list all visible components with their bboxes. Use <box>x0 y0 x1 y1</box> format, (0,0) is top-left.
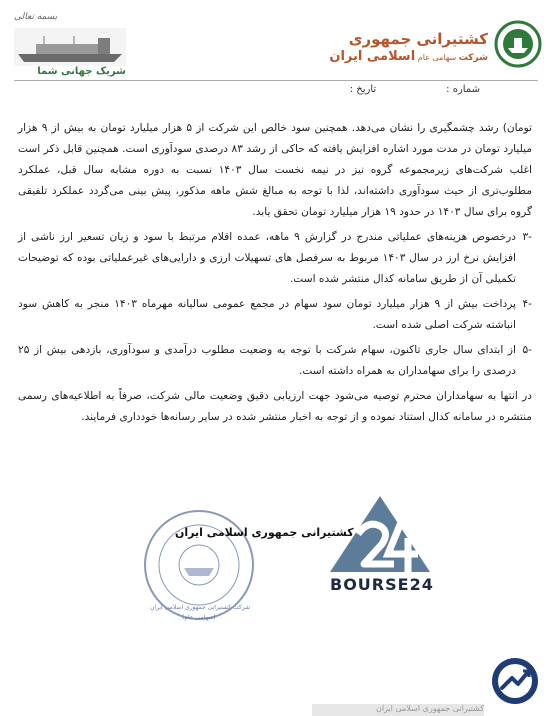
company-name <box>288 30 488 64</box>
company-type-label: شرکت <box>458 53 488 63</box>
number-label: شماره : <box>446 84 480 95</box>
signature: کشتیرانی جمهوری اسلامی ایران <box>175 526 354 539</box>
seal-caption: شرکت کشتیرانی جمهوری اسلامی ایران <box>150 604 251 611</box>
company-public-label: سهامی عام <box>417 53 457 62</box>
item-text: از ابتدای سال جاری تاکنون، سهام شرکت با توجه به وضعیت مطلوب درآمدی و سودآوری، بازدهی بیش از ۲۵ درصدی را برای سهامداران به همراه داشته است. <box>18 344 516 377</box>
item-number: -۴ <box>522 298 532 310</box>
company-logo-icon <box>494 20 542 68</box>
item-text: پرداخت بیش از ۹ هزار میلیارد تومان سود سهام در مجمع عمومی سالیانه مهرماه ۱۴۰۳ منجر به کاهش سود انباشته شرکت اصلی شده است. <box>18 298 516 331</box>
letter-body <box>18 118 532 428</box>
list-item <box>18 294 532 336</box>
company-type <box>288 49 488 64</box>
seal-subcaption: (سهامی عام) <box>182 614 216 621</box>
list-item <box>18 340 532 382</box>
ship-icon <box>14 28 126 66</box>
letter-meta <box>140 84 480 95</box>
paragraph-intro: تومان) رشد چشمگیری را نشان می‌دهد. همچنین سود خالص این شرکت از ۵ هزار میلیارد تومان به بیش از ۹ هزار میلیارد تومان در مدت مورد اشاره افزایش یافته که حاکی از رشد ۸۳ درصدی سودآوری است. همچنین قابل ذکر است اغلب شرکت‌های زیرمجموعه گروه نیز در نیمه نخست سال ۱۴۰۳ نسبت به دوره مشابه سال قبل، عملکرد مطلوب‌تری از حیث سودآوری داشته‌اند، لذا با توجه به مبالغ شش ماهه مذکور، پیش بینی می‌گردد عملکرد تلفیقی گروه برای سال ۱۴۰۳ در حدود ۱۹ هزار میلیارد تومان تحقق یابد. <box>18 122 533 218</box>
company-name-line2: اسلامی ایران <box>329 49 416 64</box>
item-number: -۵ <box>522 344 532 356</box>
bismillah-text: بسمه تعالی <box>14 12 58 22</box>
bourse24-logo-icon <box>328 494 432 574</box>
item-text: درخصوص هزینه‌های عملیاتی مندرج در گزارش ۹ ماهه، عمده اقلام مرتبط با سود و زیان تسعیر ارز ناشی از افزایش نرخ ارز در سال ۱۴۰۳ مربوط به سرفصل های تسهیلات ارزی و دارایی‌های غیرعملیاتی بوده که توضیحات تکمیلی آن از طریق سامانه کدال منتشر شده است. <box>18 231 516 285</box>
bottom-strip: کشتیرانی جمهوری اسلامی ایران <box>312 704 484 716</box>
item-number: -۳ <box>522 231 532 243</box>
partner-slogan: شریک جهانی شما <box>37 66 126 77</box>
header-divider <box>14 80 538 81</box>
trend-logo-icon <box>490 656 540 706</box>
company-name-line1: کشتیرانی جمهوری <box>348 30 488 48</box>
paragraph-closing: در انتها به سهامداران محترم توصیه می‌شود جهت ارزیابی دقیق وضعیت مالی شرکت، صرفاً به اطلاعیه‌های رسمی منتشره در سامانه کدال استناد نموده و از توجه به اخبار منتشر شده در سایر رسانه‌ها خودداری فرمایند. <box>18 390 532 423</box>
list-item <box>18 227 532 290</box>
bourse24-watermark: BOURSE24 <box>330 575 434 594</box>
date-label: تاریخ : <box>349 84 377 95</box>
